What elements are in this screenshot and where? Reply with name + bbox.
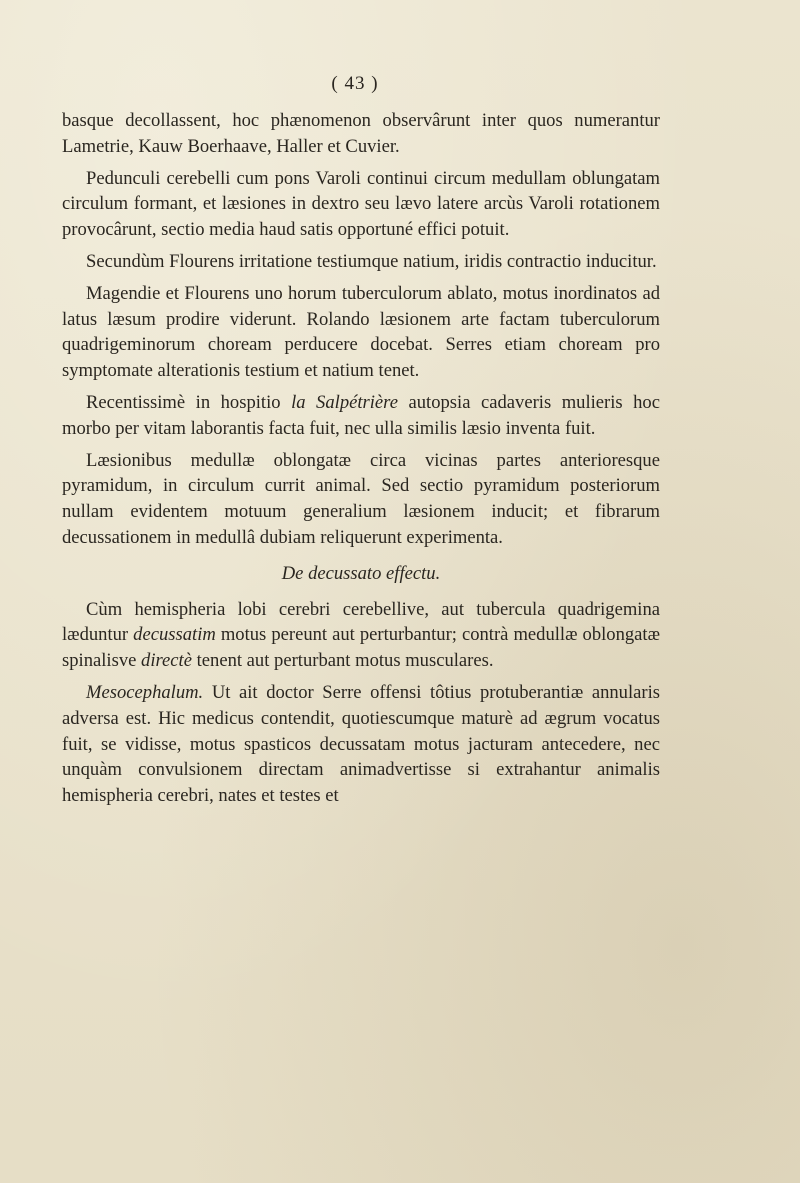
text-segment: basque decollassent, hoc phænomenon observârunt inter quos numerantur Lametrie, Kauw Boerhaave, Haller et Cuvier. [62,110,660,157]
text-segment: Recentissimè in hospitio [86,391,292,413]
paragraph [62,108,660,160]
text-segment: motus pereunt aut perturbantur; contrà medullæ oblongatæ spinalisve [62,624,660,672]
page-body [62,108,660,815]
paragraph [62,680,660,809]
page-number: ( 43 ) [331,73,379,94]
section-heading: De decussato effectu. [281,562,441,584]
text-segment: Secundùm Flourens irritatione testiumque natium, iridis contractio inducitur. [86,250,657,272]
italic-text: Mesocephalum. [86,681,204,703]
text-segment: Læsionibus medullæ oblongatæ circa vicinas partes anterioresque pyramidum, in circulum currit animal. Sed sectio pyramidum posteriorum nullam evidentem motuum generalium læsionem inducit; et fibrarum decussationem in medullâ dubiam reliquerunt experimenta. [62,449,660,548]
text-segment: Cùm hemispheria lobi cerebri cerebellive, aut tubercula quadrigemina læduntur [62,598,660,646]
paragraph-group [62,108,660,551]
text-segment: Magendie et Flourens uno horum tuberculorum ablato, motus inordinatos ad latus læsum prodire viderunt. Rolando læsionem arte factam tuberculorum quadrigeminorum choream perducere docebat. Serres etiam choream pro symptomate alterationis testium et natium tenet. [62,282,660,382]
italic-text: directè [141,650,192,672]
paragraph [62,390,660,442]
paragraph [62,281,660,384]
text-segment: tenent aut perturbant motus musculares. [191,650,494,672]
paragraph [62,249,660,275]
paragraph [62,597,660,674]
paragraph [62,448,660,551]
italic-text: la Salpétrière [291,391,398,413]
italic-text: decussatim [133,624,216,646]
text-segment: autopsia cadaveris mulieris hoc morbo per vitam laborantis facta fuit, nec ulla similis læsio inventa fuit. [62,391,660,439]
text-segment: Ut ait doctor Serre offensi tôtius protuberantiæ annularis adversa est. Hic medicus contendit, quotiescumque maturè ad ægrum vocatus fuit, se vidisse, motus spasticos decussatam motus jacturam antecedere, nec unquàm convulsionem directam animadvertisse si extrahantur animalis hemispheria cerebri, nates et testes et [62,681,660,807]
text-segment: Pedunculi cerebelli cum pons Varoli continui circum medullam oblungatam circulum formant, et læsiones in dextro seu lævo latere arcùs Varoli rotationem provocârunt, sectio media haud satis opportuné effici potuit. [62,167,660,241]
paragraph-group [62,597,660,809]
paragraph [62,166,660,243]
